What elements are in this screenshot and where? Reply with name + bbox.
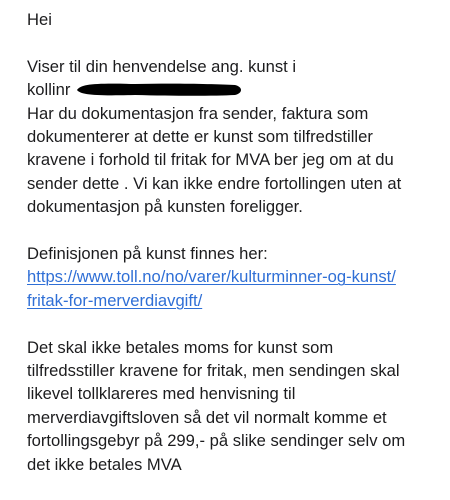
inquiry-line-1: Viser til din henvendelse ang. kunst i <box>27 56 297 76</box>
greeting-paragraph <box>27 8 445 31</box>
inquiry-line-4: dokumenterer at dette er kunst som tilfredstiller <box>27 127 373 147</box>
parcel-number-label: kollinr <box>27 80 75 100</box>
definition-line: Definisjonen på kunst finnes her: <box>27 244 268 264</box>
vat-line-3: likevel tollklareres med henvisning til <box>27 384 296 404</box>
vat-paragraph <box>27 336 445 476</box>
inquiry-line-5: kravene i forhold til fritak for MVA ber jeg om at du <box>27 150 394 170</box>
redacted-parcel-number <box>75 78 243 101</box>
redaction-scribble <box>75 82 243 97</box>
vat-line-4: merverdiavgiftsloven så det vil normalt komme et <box>27 407 387 427</box>
vat-line-2: tilfredsstiller kravene for fritak, men sendingen skal <box>27 361 400 381</box>
vat-line-1: Det skal ikke betales moms for kunst som <box>27 337 334 357</box>
inquiry-line-3: Har du dokumentasjon fra sender, faktura som <box>27 103 369 123</box>
inquiry-line-2 <box>27 78 445 101</box>
definition-paragraph <box>27 242 445 312</box>
toll-link-line-2[interactable]: fritak-for-merverdiavgift/ <box>27 290 203 310</box>
inquiry-line-6: sender dette . Vi kan ikke endre fortollingen uten at <box>27 173 402 193</box>
inquiry-line-7: dokumentasjon på kunsten foreligger. <box>27 197 303 217</box>
inquiry-paragraph <box>27 55 445 219</box>
email-message-body <box>27 8 445 499</box>
vat-line-6: det ikke betales MVA <box>27 454 182 474</box>
vat-line-5: fortollingsgebyr på 299,- på slike sendinger selv om <box>27 431 406 451</box>
greeting-text: Hei <box>27 10 52 29</box>
toll-link-line-1[interactable]: https://www.toll.no/no/varer/kulturminner-og-kunst/ <box>27 267 396 287</box>
